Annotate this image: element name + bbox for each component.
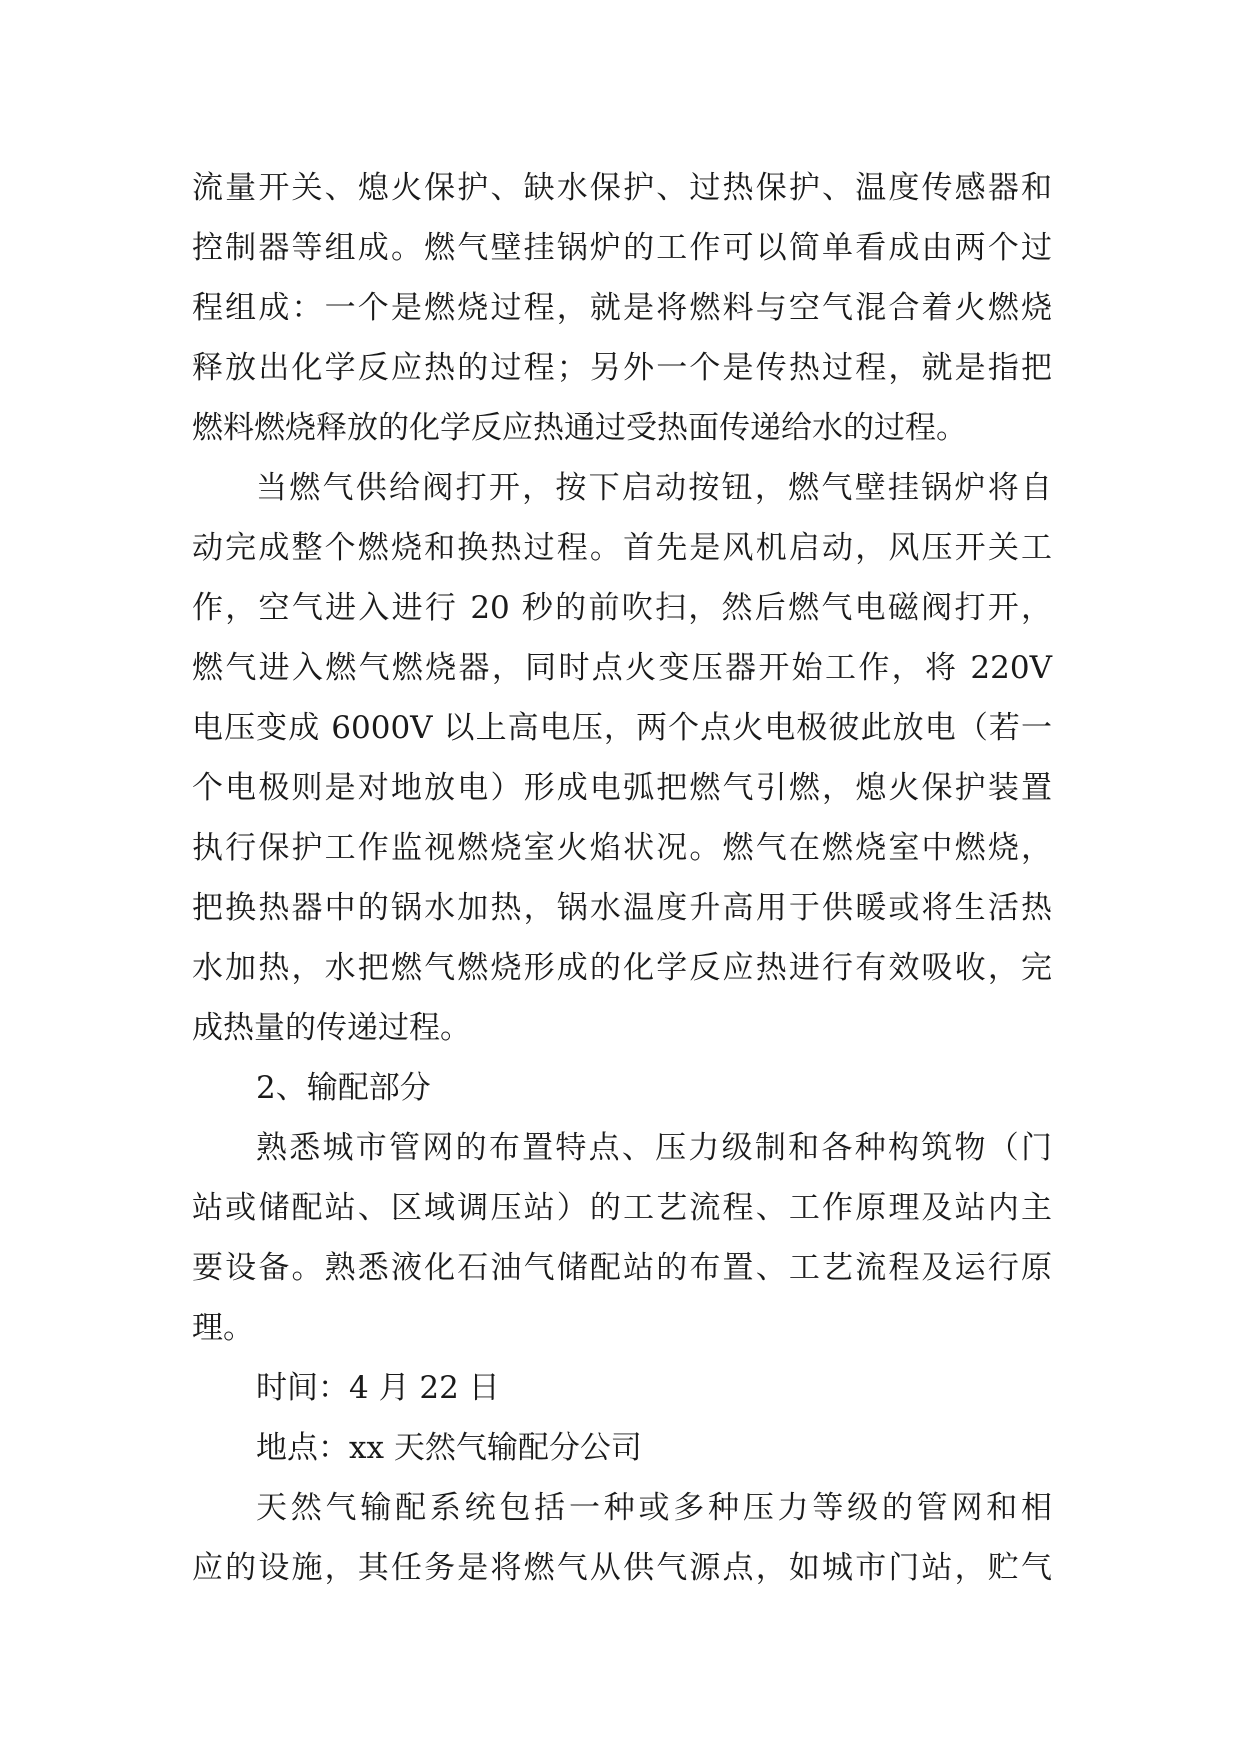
text-line: 天然气输配系统包括一种或多种压力等级的管网和相 <box>256 1490 1052 1526</box>
section-heading: 2、输配部分 <box>256 1070 431 1106</box>
text-line: 个电极则是对地放电）形成电弧把燃气引燃，熄火保护装置 <box>192 770 1052 806</box>
text-line: 动完成整个燃烧和换热过程。首先是风机启动，风压开关工 <box>192 530 1052 566</box>
text-line: 流量开关、熄火保护、缺水保护、过热保护、温度传感器和 <box>192 170 1052 206</box>
date-line: 时间：4 月 22 日 <box>256 1370 500 1406</box>
document-page <box>192 158 1052 1598</box>
text-line: 站或储配站、区域调压站）的工艺流程、工作原理及站内主 <box>192 1190 1052 1226</box>
text-line: 当燃气供给阀打开，按下启动按钮，燃气壁挂锅炉将自 <box>256 470 1052 506</box>
text-line: 控制器等组成。燃气壁挂锅炉的工作可以简单看成由两个过 <box>192 230 1052 266</box>
text-line: 熟悉城市管网的布置特点、压力级制和各种构筑物（门 <box>256 1130 1052 1166</box>
text-line: 电压变成 6000V 以上高电压，两个点火电极彼此放电（若一 <box>192 710 1052 746</box>
text-line: 执行保护工作监视燃烧室火焰状况。燃气在燃烧室中燃烧， <box>192 830 1052 866</box>
text-line: 作，空气进入进行 20 秒的前吹扫，然后燃气电磁阀打开， <box>192 590 1052 626</box>
text-line: 燃气进入燃气燃烧器，同时点火变压器开始工作，将 220V <box>192 650 1052 686</box>
text-line: 成热量的传递过程。 <box>192 1010 471 1046</box>
text-line: 理。 <box>192 1310 254 1346</box>
text-line: 水加热，水把燃气燃烧形成的化学反应热进行有效吸收，完 <box>192 950 1052 986</box>
text-line: 把换热器中的锅水加热，锅水温度升高用于供暖或将生活热 <box>192 890 1052 926</box>
text-line: 应的设施，其任务是将燃气从供气源点，如城市门站，贮气 <box>192 1550 1052 1586</box>
text-line: 要设备。熟悉液化石油气储配站的布置、工艺流程及运行原 <box>192 1250 1052 1286</box>
text-line: 燃料燃烧释放的化学反应热通过受热面传递给水的过程。 <box>192 410 967 446</box>
text-line: 释放出化学反应热的过程；另外一个是传热过程，就是指把 <box>192 350 1052 386</box>
location-line: 地点：xx 天然气输配分公司 <box>256 1430 642 1466</box>
text-line: 程组成：一个是燃烧过程，就是将燃料与空气混合着火燃烧 <box>192 290 1052 326</box>
